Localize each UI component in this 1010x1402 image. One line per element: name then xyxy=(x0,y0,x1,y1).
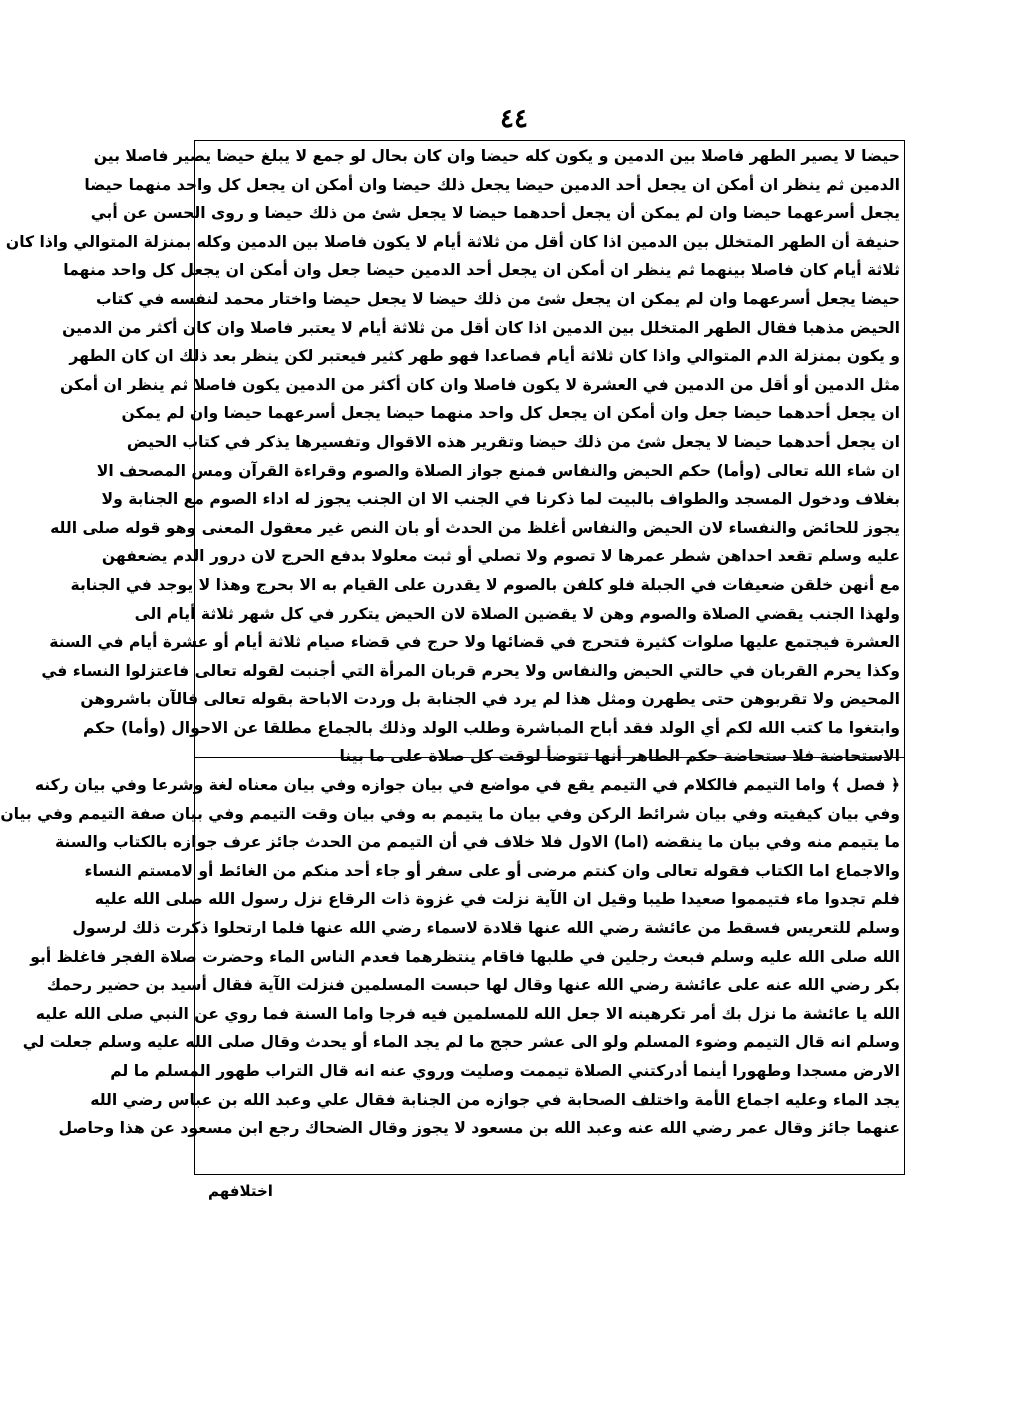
page-number: ٤٤ xyxy=(500,104,528,134)
text-line-section-end: الاستحاضة فلا ستحاضة حكم الطاهر أنها تتوضأ لوقت كل صلاة على ما بينا xyxy=(339,747,900,766)
text-line: عنهما جائز وقال عمر رضي الله عنه وعبد الله بن مسعود لا يجوز وقال الضحاك رجع ابن مسعود عن هذا وحاصل xyxy=(58,1119,900,1138)
text-line: الله يا عائشة ما نزل بك أمر تكرهينه الا جعل الله للمسلمين فيه فرجا واما السنة فما روي عن النبي صلى الله عليه xyxy=(35,1004,900,1023)
text-line: عليه وسلم تقعد احداهن شطر عمرها لا تصوم ولا تصلي أو ثبت معلولا بدفع الحرج لان درور الدم يضعفهن xyxy=(101,547,900,566)
text-line: وسلم للتعريس فسقط من عائشة رضي الله عنها قلادة لاسماء رضي الله عنها فلما ارتحلوا ذكرت ذلك لرسول xyxy=(72,919,900,938)
text-line: و يكون بمنزلة الدم المتوالي واذا كان ثلاثة أيام فصاعدا فهو طهر كثير فيعتبر لكن ينظر بعد ذلك ان كان الطهر xyxy=(69,347,900,366)
top-border-line xyxy=(195,140,904,141)
text-line: وفي بيان كيفيته وفي بيان شرائط الركن وفي بيان ما يتيمم به وفي بيان وقت التيمم وفي بيان صفة التيمم وفي بيان xyxy=(0,804,900,823)
text-line: الدمين ثم ينظر ان أمكن ان يجعل أحد الدمين حيضا يجعل ذلك حيضا وان أمكن ان يجعل كل واحد منهما حيضا xyxy=(84,175,900,194)
text-line: بكر رضي الله عنه على عائشة رضي الله عنها وقال لها حبست المسلمين فنزلت الآية فقال أسيد بن حضير رحمك xyxy=(46,976,900,995)
text-line: ثلاثة أيام كان فاصلا بينهما ثم ينظر ان أمكن ان يجعل أحد الدمين حيضا جعل وان أمكن ان يجعل كل واحد منهما xyxy=(63,261,900,280)
section-divider-line xyxy=(195,757,904,758)
main-text-block xyxy=(0,140,905,1175)
text-line: الله صلى الله عليه وسلم فبعث رجلين في طلبها فاقام ينتظرهما فعدم الناس الماء وحضرت صلاة الفجر فاغلظ أبو xyxy=(30,947,900,966)
catchword: اختلافهم xyxy=(208,1182,273,1200)
text-line: حيضا يجعل أسرعهما وان لم يمكن ان يجعل شئ من ذلك حيضا لا يجعل حيضا واختار محمد لنفسه في كتاب xyxy=(95,289,900,308)
text-line: الحيض مذهبا فقال الطهر المتخلل بين الدمين اذا كان أقل من ثلاثة أيام لا يعتبر فاصلا وان كان أكثر من الدمين xyxy=(62,318,900,337)
text-line: مع أنهن خلقن ضعيفات في الجبلة فلو كلفن بالصوم لا يقدرن على القيام به الا بحرج وهذا لا يوجد في الجنابة xyxy=(70,575,900,594)
text-line: حنيفة أن الطهر المتخلل بين الدمين اذا كان أقل من ثلاثة أيام لا يكون فاصلا بين الدمين وكله بمنزلة المتوالي واذا كان xyxy=(5,232,900,251)
text-line: فلم تجدوا ماء فتيمموا صعيدا طيبا وقيل ان الآية نزلت في غزوة ذات الرقاع نزل رسول الله صلى الله عليه xyxy=(94,890,900,909)
section-heading-line: ﴿ فصل ﴾ واما التيمم فالكلام في التيمم يقع في مواضع في بيان جوازه وفي بيان معناه لغة وشرعا وفي بيان ركنه xyxy=(34,776,900,795)
text-line: بغلاف ودخول المسجد والطواف بالبيت لما ذكرنا في الجنب الا ان الجنب يجوز له اداء الصوم مع الجنابة ولا xyxy=(101,490,900,509)
text-line: حيضا لا يصير الطهر فاصلا بين الدمين و يكون كله حيضا وان كان بحال لو جمع لا يبلغ حيضا يصير فاصلا بين xyxy=(93,147,900,165)
text-line: ان شاء الله تعالى (وأما) حكم الحيض والنفاس فمنع جواز الصلاة والصوم وقراءة القرآن ومس المصحف الا xyxy=(96,461,900,480)
text-line: ما يتيمم منه وفي بيان ما ينقضه (اما) الاول فلا خلاف في أن التيمم من الحدث جائز عرف جوازه بالكتاب والسنة xyxy=(54,833,900,852)
text-line: مثل الدمين أو أقل من الدمين في العشرة لا يكون فاصلا وان كان أكثر من الدمين يكون فاصلا ثم ينظر ان أمكن xyxy=(60,375,900,394)
text-line: العشرة فيجتمع عليها صلوات كثيرة فتحرج في قضائها ولا حرج في قضاء صيام ثلاثة أيام أو عشرة أيام في السنة xyxy=(49,633,900,652)
text-line: وكذا يحرم القربان في حالتي الحيض والنفاس ولا يحرم قربان المرأة التي أجنبت لقوله تعالى فاعتزلوا النساء في xyxy=(41,661,900,680)
text-line: ان يجعل أحدهما حيضا جعل وان أمكن ان يجعل كل واحد منهما حيضا يجعل أسرعهما حيضا وان لم يمكن xyxy=(121,404,900,423)
bottom-border-line xyxy=(195,1174,904,1175)
text-line: المحيض ولا تقربوهن حتى يطهرن ومثل هذا لم يرد في الجنابة بل وردت الاباحة بقوله تعالى فالآن باشروهن xyxy=(80,690,900,709)
text-line: وابتغوا ما كتب الله لكم أي الولد فقد أباح المباشرة وطلب الولد وذلك بالجماع مطلقا عن الاحوال (وأما) حكم xyxy=(83,718,900,737)
text-line: يجد الماء وعليه اجماع الأمة واختلف الصحابة في جوازه من الجنابة فقال علي وعبد الله بن عباس رضي الله xyxy=(90,1090,900,1109)
text-line: يجعل أسرعهما حيضا وان لم يمكن أن يجعل أحدهما حيضا لا يجعل شئ من ذلك حيضا و روى الحسن عن أبي xyxy=(90,204,900,223)
text-line: ولهذا الجنب يقضي الصلاة والصوم وهن لا يقضين الصلاة لان الحيض يتكرر في كل شهر ثلاثة أيام الى xyxy=(134,604,900,623)
text-line: والاجماع اما الكتاب فقوله تعالى وان كنتم مرضى أو على سفر أو جاء أحد منكم من الغائط أو لامستم النساء xyxy=(84,861,900,880)
text-line: يجوز للحائض والنفساء لان الحيض والنفاس أغلظ من الحدث أو بان النص غير معقول المعنى وهو قوله صلى الله xyxy=(50,518,900,537)
text-line: الارض مسجدا وطهورا أينما أدركتني الصلاة تيممت وصليت وروي عنه انه قال التراب طهور المسلم ما لم xyxy=(110,1062,900,1080)
text-line: وسلم انه قال التيمم وضوء المسلم ولو الى عشر حجج ما لم يجد الماء أو يحدث وقال صلى الله عليه وسلم جعلت لي xyxy=(22,1033,900,1052)
text-line: ان يجعل أحدهما حيضا لا يجعل شئ من ذلك حيضا وتقرير هذه الاقوال وتفسيرها يذكر في كتاب الحيض xyxy=(126,432,900,451)
